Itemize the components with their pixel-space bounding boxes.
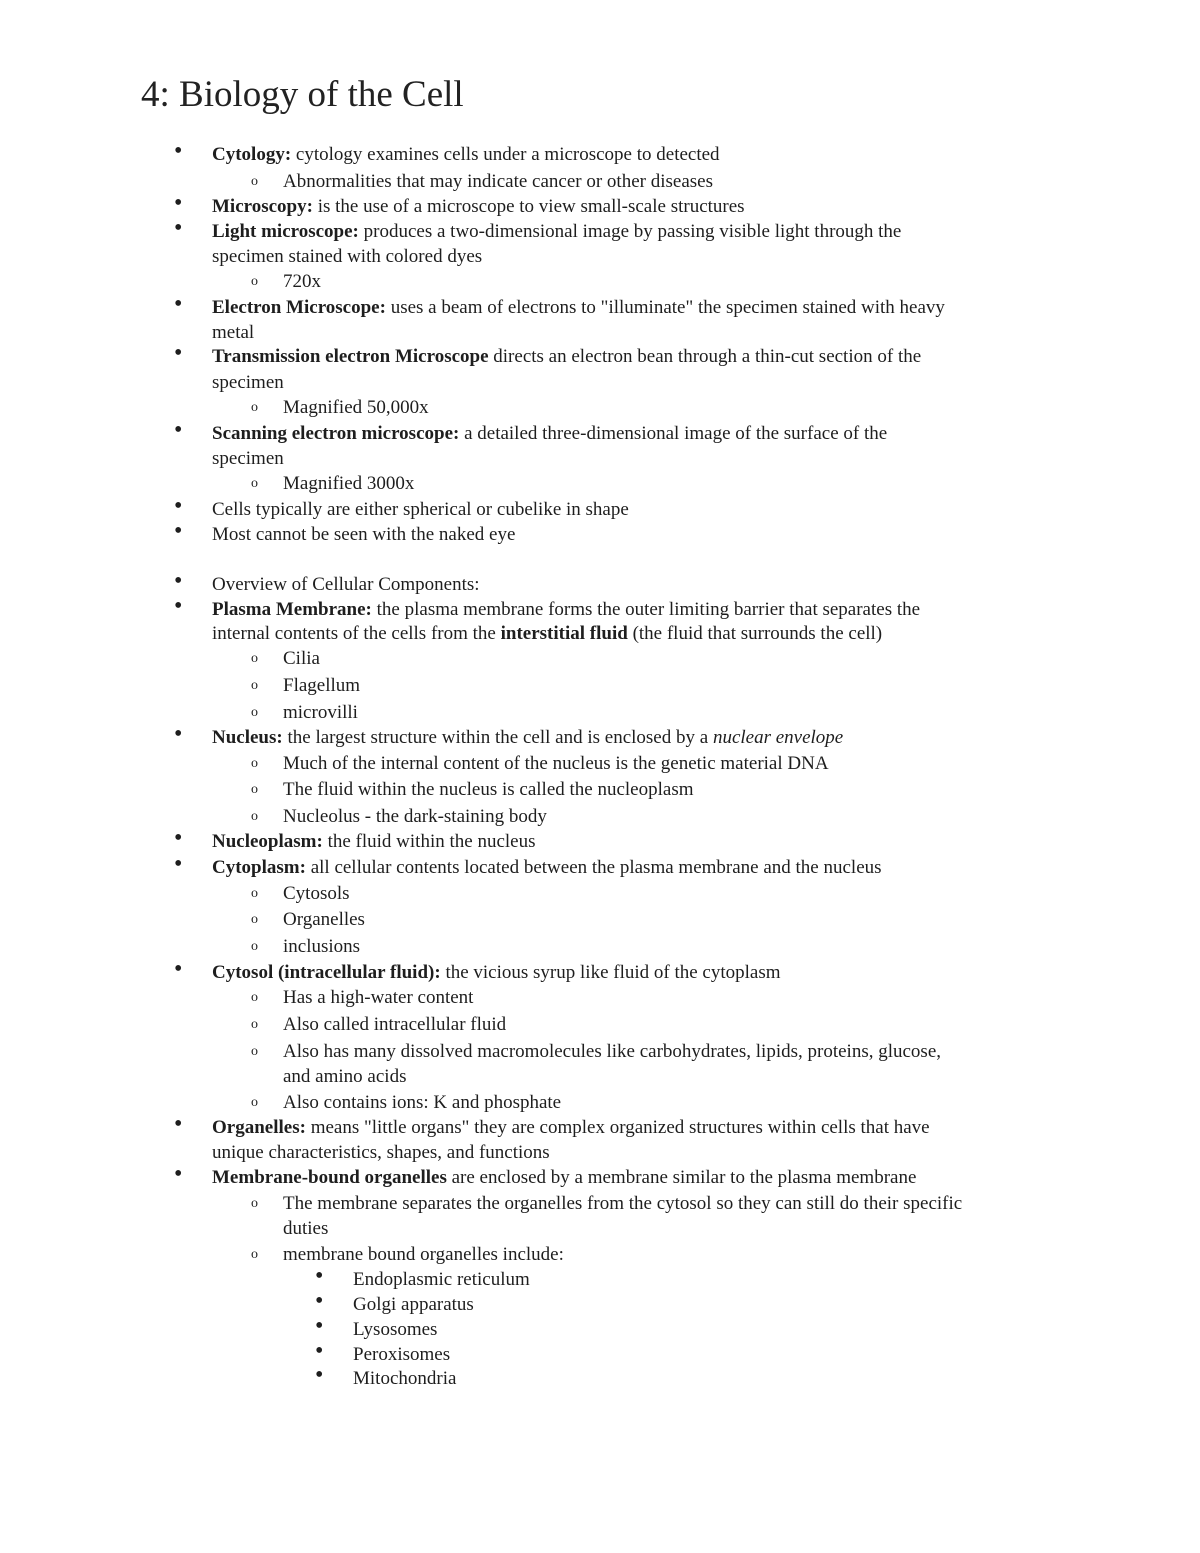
bullet-icon: • [174,568,183,594]
bullet-icon: • [174,1161,183,1187]
page-title: 4: Biology of the Cell [141,74,464,115]
item-text: a detailed three-dimensional image of the surface of the [459,423,888,444]
bullet-icon: • [174,291,183,317]
term-label: Transmission electron Microscope [212,346,489,367]
item-text: inclusions [283,936,361,957]
item-text: 720x [283,271,321,292]
list-subitem [251,1191,1143,1216]
item-text: Mitochondria [353,1368,457,1389]
list-subitem [251,169,1143,194]
list-subitem [251,804,1143,829]
circle-bullet-icon: o [251,1017,258,1032]
term-label: Scanning electron microscope: [212,423,460,444]
circle-bullet-icon: o [251,1095,258,1110]
list-subitem [251,934,1143,959]
item-text: (the fluid that surrounds the cell) [627,623,883,644]
list-item-continuation [212,370,1072,395]
item-text: Also called intracellular fluid [283,1014,507,1035]
list-subitem [251,395,1143,420]
bullet-icon: • [174,851,183,877]
bullet-icon: • [174,417,183,443]
item-text: The fluid within the nucleus is called the nucleoplasm [283,779,694,800]
term-label: Plasma Membrane: [212,599,372,620]
bullet-icon: • [315,1338,324,1364]
list-subitem [251,1242,1143,1267]
list-subitem [251,700,1143,725]
item-text: uses a beam of electrons to "illuminate" the specimen stained with heavy [385,297,945,318]
item-text: metal [212,322,255,343]
bullet-icon: • [174,190,183,216]
term-label: Electron Microscope: [212,297,386,318]
list-subitem [251,673,1143,698]
item-text: are enclosed by a membrane similar to the plasma membrane [446,1167,917,1188]
bullet-icon: • [174,721,183,747]
item-text: the largest structure within the cell and is enclosed by a [282,727,713,748]
item-text: Endoplasmic reticulum [353,1269,530,1290]
item-text: Cytosols [283,883,350,904]
list-subitem-continuation [283,1064,1143,1089]
item-text: all cellular contents located between the plasma membrane and the nucleus [305,857,882,878]
circle-bullet-icon: o [251,678,258,693]
term-label: Cytosol (intracellular fluid): [212,962,441,983]
list-item [174,1161,1072,1190]
list-item-continuation [212,621,1072,646]
circle-bullet-icon: o [251,651,258,666]
item-text: Has a high-water content [283,987,474,1008]
circle-bullet-icon: o [251,886,258,901]
circle-bullet-icon: o [251,912,258,927]
list-item-continuation [212,320,1072,345]
list-item [174,417,1072,446]
item-text: Nucleolus - the dark-staining body [283,806,547,827]
item-text: Magnified 3000x [283,473,415,494]
list-item [174,340,1072,369]
list-subitem [251,471,1143,496]
list-item-continuation [212,446,1072,471]
item-text: directs an electron bean through a thin-cut section of the [488,346,922,367]
list-item [174,190,1072,219]
list-item [174,1111,1072,1140]
circle-bullet-icon: o [251,274,258,289]
item-text: The membrane separates the organelles from the cytosol so they can still do their specific [283,1193,963,1214]
list-subitem [251,751,1143,776]
list-item [174,568,1072,597]
circle-bullet-icon: o [251,1044,258,1059]
circle-bullet-icon: o [251,476,258,491]
circle-bullet-icon: o [251,782,258,797]
item-text: the plasma membrane forms the outer limiting barrier that separates the [371,599,921,620]
item-text: Overview of Cellular Components: [212,574,480,595]
bullet-icon: • [174,956,183,982]
item-text: produces a two-dimensional image by passing visible light through the [358,221,902,242]
list-item-continuation [212,1140,1072,1165]
item-text: Much of the internal content of the nucleus is the genetic material DNA [283,753,829,774]
circle-bullet-icon: o [251,174,258,189]
list-subitem-continuation [283,1216,1143,1241]
item-text: Flagellum [283,675,361,696]
item-text: Organelles [283,909,365,930]
item-text: microvilli [283,702,358,723]
list-subsubitem [315,1362,1200,1391]
list-subitem [251,1090,1143,1115]
term-label: Organelles: [212,1117,306,1138]
list-subitem [251,1039,1143,1064]
item-text: unique characteristics, shapes, and functions [212,1142,550,1163]
item-text: Peroxisomes [353,1344,451,1365]
item-text: Most cannot be seen with the naked eye [212,524,516,545]
item-text: specimen [212,372,284,393]
bullet-icon: • [174,215,183,241]
item-text: is the use of a microscope to view small-scale structures [312,196,745,217]
bullet-icon: • [174,1111,183,1137]
italic-term: nuclear envelope [712,727,844,748]
circle-bullet-icon: o [251,400,258,415]
list-subsubitem [315,1313,1200,1342]
list-item [174,721,1072,750]
list-subitem [251,881,1143,906]
list-subsubitem [315,1288,1200,1317]
list-subitem [251,907,1143,932]
list-item [174,291,1072,320]
bullet-icon: • [174,340,183,366]
circle-bullet-icon: o [251,705,258,720]
list-item [174,138,1072,167]
item-text: specimen [212,448,284,469]
circle-bullet-icon: o [251,756,258,771]
item-text: Abnormalities that may indicate cancer or other diseases [283,171,713,192]
item-text: Also contains ions: K and phosphate [283,1092,562,1113]
item-text: Magnified 50,000x [283,397,429,418]
term-label: Nucleus: [212,727,283,748]
list-item [174,493,1072,522]
list-subsubitem [315,1263,1200,1292]
list-subsubitem [315,1338,1200,1367]
list-item [174,215,1072,244]
item-text: specimen stained with colored dyes [212,246,483,267]
item-text: and amino acids [283,1066,407,1087]
bullet-icon: • [174,593,183,619]
term-label: Light microscope: [212,221,359,242]
item-text: Golgi apparatus [353,1294,474,1315]
term-label: Membrane-bound organelles [212,1167,447,1188]
circle-bullet-icon: o [251,1196,258,1211]
bullet-icon: • [315,1362,324,1388]
term-label: interstitial fluid [500,623,628,644]
list-item [174,518,1072,547]
circle-bullet-icon: o [251,809,258,824]
bullet-icon: • [174,493,183,519]
item-text: means "little organs" they are complex organized structures within cells that have [305,1117,930,1138]
list-subitem [251,985,1143,1010]
list-item [174,956,1072,985]
bullet-icon: • [174,518,183,544]
list-subitem [251,646,1143,671]
item-text: Lysosomes [353,1319,438,1340]
item-text: the fluid within the nucleus [322,831,536,852]
list-item [174,851,1072,880]
term-label: Microscopy: [212,196,313,217]
item-text: Cilia [283,648,320,669]
bullet-icon: • [315,1263,324,1289]
item-text: duties [283,1218,329,1239]
item-text: the vicious syrup like fluid of the cytoplasm [440,962,781,983]
bullet-icon: • [315,1288,324,1314]
item-text: membrane bound organelles include: [283,1244,564,1265]
item-text: Cells typically are either spherical or cubelike in shape [212,499,629,520]
list-item [174,593,1072,622]
list-subitem [251,777,1143,802]
item-text: internal contents of the cells from the [212,623,501,644]
term-label: Nucleoplasm: [212,831,323,852]
list-subitem [251,269,1143,294]
list-subitem [251,1012,1143,1037]
item-text: cytology examines cells under a microscope to detected [291,144,720,165]
bullet-icon: • [315,1313,324,1339]
circle-bullet-icon: o [251,939,258,954]
item-text: Also has many dissolved macromolecules like carbohydrates, lipids, proteins, glucose, [283,1041,941,1062]
circle-bullet-icon: o [251,1247,258,1262]
list-item-continuation [212,244,1072,269]
term-label: Cytology: [212,144,292,165]
term-label: Cytoplasm: [212,857,306,878]
bullet-icon: • [174,825,183,851]
circle-bullet-icon: o [251,990,258,1005]
list-item [174,825,1072,854]
bullet-icon: • [174,138,183,164]
